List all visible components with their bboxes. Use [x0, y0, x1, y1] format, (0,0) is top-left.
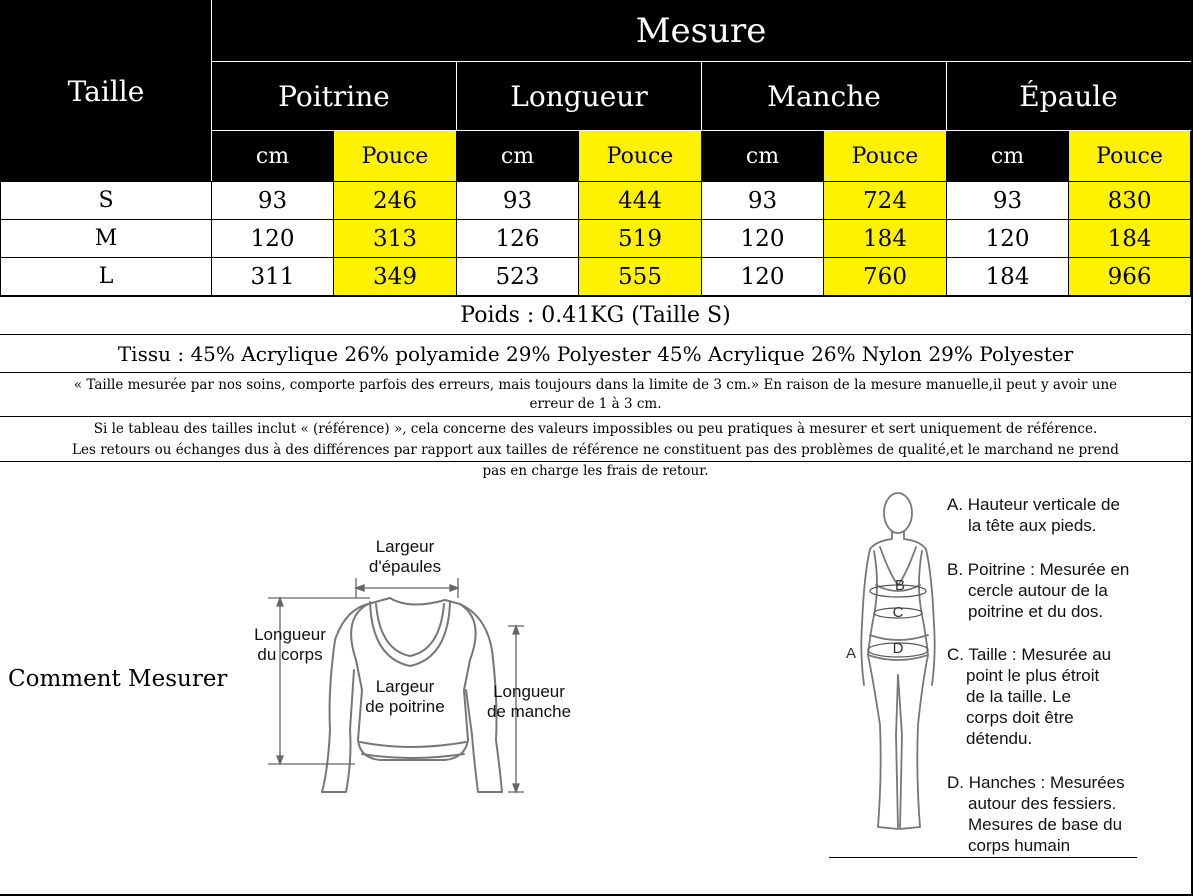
body-figure-illustration: [840, 485, 960, 845]
body-label-a: A: [845, 645, 856, 662]
label-line: Longueur: [493, 682, 565, 701]
legend-line: corps humain: [968, 836, 1071, 855]
shoulder-header: Épaule: [947, 62, 1191, 131]
legend-a: [947, 494, 1187, 536]
size-header: Taille: [1, 1, 212, 182]
label-line: du corps: [257, 645, 323, 664]
chest-header: Poitrine: [212, 62, 457, 131]
table-row: [1, 182, 1191, 220]
reference-note: [0, 416, 1191, 479]
legend-line: A. Hauteur verticale de: [947, 495, 1120, 514]
label-line: de poitrine: [365, 697, 445, 716]
table-cell: 523: [457, 258, 579, 296]
legend-b: [947, 559, 1187, 622]
table-row: [1, 220, 1191, 258]
size-label: L: [1, 258, 212, 296]
table-cell: 313: [334, 220, 457, 258]
legend-line: C. Taille : Mesurée au: [947, 645, 1112, 664]
table-cell: 93: [457, 182, 579, 220]
body-label-b: B: [894, 577, 905, 594]
table-cell: 724: [824, 182, 947, 220]
chest-width-label: [350, 677, 460, 717]
table-cell: 120: [702, 258, 824, 296]
legend-line: la tête aux pieds.: [968, 516, 1097, 535]
how-to-measure-title: Comment Mesurer: [8, 666, 228, 692]
measure-header: Mesure: [212, 1, 1191, 62]
unit-inch: Pouce: [334, 131, 457, 182]
size-label: M: [1, 220, 212, 258]
legend-line: Mesures de base du: [968, 815, 1123, 834]
table-row: [1, 258, 1191, 296]
unit-cm: cm: [947, 131, 1069, 182]
table-cell: 246: [334, 182, 457, 220]
label-line: Largeur: [375, 677, 435, 696]
label-line: de manche: [486, 702, 572, 721]
label-line: Longueur: [254, 625, 326, 644]
size-table: [0, 0, 1191, 296]
table-cell: 184: [947, 258, 1069, 296]
legend-line: point le plus étroit: [966, 666, 1100, 685]
legend-c: [947, 644, 1187, 749]
table-cell: 120: [212, 220, 334, 258]
note-line: Les retours ou échanges dus à des différences par rapport aux tailles de référence ne constituent pas des problèmes de qualité,et le marchand ne prend: [72, 442, 1119, 458]
measurement-note: [0, 372, 1191, 416]
table-cell: 126: [457, 220, 579, 258]
unit-inch: Pouce: [579, 131, 702, 182]
legend-line: corps doit être: [966, 708, 1074, 727]
unit-inch: Pouce: [824, 131, 947, 182]
legend-d: [947, 772, 1187, 856]
sleeve-header: Manche: [702, 62, 947, 131]
note-line: Si le tableau des tailles inclut « (référence) », cela concerne des valeurs impossibles ou peu pratiques à mesurer et sert uniquement de référence.: [93, 421, 1098, 437]
legend-underline: [829, 857, 1137, 858]
table-cell: 120: [947, 220, 1069, 258]
unit-cm: cm: [212, 131, 334, 182]
table-cell: 184: [824, 220, 947, 258]
note-line: pas en charge les frais de retour.: [482, 463, 709, 479]
table-cell: 93: [702, 182, 824, 220]
table-cell: 120: [702, 220, 824, 258]
label-line: Largeur: [375, 537, 435, 556]
legend-line: D. Hanches : Mesurées: [947, 773, 1125, 792]
table-cell: 830: [1069, 182, 1191, 220]
table-cell: 760: [824, 258, 947, 296]
table-cell: 311: [212, 258, 334, 296]
note-line: « Taille mesurée par nos soins, comporte parfois des erreurs, mais toujours dans la limite de 3 cm.» En raison de la mesure manuelle,il peut y avoir une: [73, 377, 1118, 393]
table-cell: 349: [334, 258, 457, 296]
legend-line: autour des fessiers.: [968, 794, 1117, 813]
sleeve-length-label: [474, 682, 584, 722]
table-cell: 93: [212, 182, 334, 220]
body-label-d: D: [892, 640, 904, 657]
fabric-info: Tissu : 45% Acrylique 26% polyamide 29% Polyester 45% Acrylique 26% Nylon 29% Polyester: [0, 334, 1191, 372]
table-cell: 519: [579, 220, 702, 258]
table-cell: 93: [947, 182, 1069, 220]
length-header: Longueur: [457, 62, 702, 131]
note-line: erreur de 1 à 3 cm.: [529, 396, 662, 412]
body-label-c: C: [892, 604, 904, 621]
legend-line: cercle autour de la: [968, 581, 1108, 600]
legend-line: détendu.: [966, 729, 1033, 748]
body-length-label: [240, 625, 340, 665]
table-cell: 444: [579, 182, 702, 220]
table-cell: 555: [579, 258, 702, 296]
unit-cm: cm: [457, 131, 579, 182]
unit-cm: cm: [702, 131, 824, 182]
legend-line: B. Poitrine : Mesurée en: [947, 560, 1130, 579]
unit-inch: Pouce: [1069, 131, 1191, 182]
table-cell: 184: [1069, 220, 1191, 258]
legend-line: de la taille. Le: [966, 687, 1071, 706]
weight-info: Poids : 0.41KG (Taille S): [0, 296, 1191, 334]
shoulder-width-label: [340, 537, 470, 577]
size-label: S: [1, 182, 212, 220]
table-cell: 966: [1069, 258, 1191, 296]
label-line: d'épaules: [368, 557, 442, 576]
legend-line: poitrine et du dos.: [968, 602, 1104, 621]
